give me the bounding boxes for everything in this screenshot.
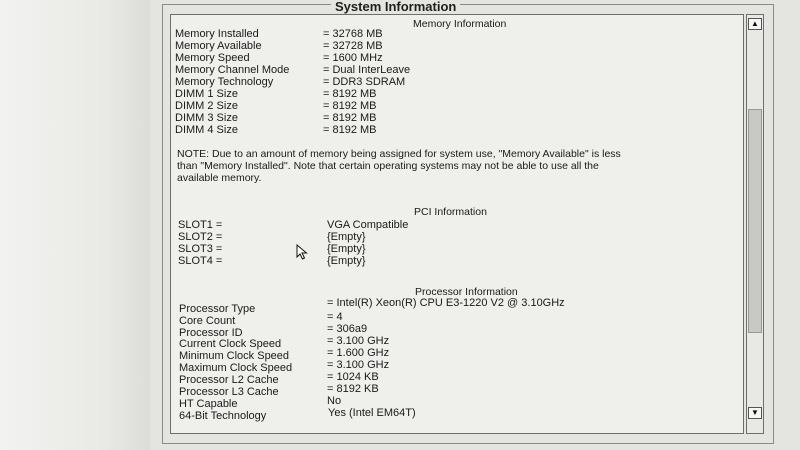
scroll-up-button[interactable] [748,18,762,30]
processor-section-title: Processor Information [415,286,518,298]
memory-note-line: NOTE: Due to an amount of memory being assigned for system use, "Memory Available" is less [177,148,621,160]
processor-type-label: Processor Type [179,303,256,315]
dimm4-size-label: DIMM 4 Size [175,124,238,136]
memory-channel-mode-value: = Dual InterLeave [323,64,411,76]
memory-note-line: than "Memory Installed". Note that certain operating systems may not be able to use all the [177,160,599,172]
ht-capable-label: HT Capable [179,398,238,410]
memory-technology-label: Memory Technology [175,76,274,88]
dimm1-size-label: DIMM 1 Size [175,88,238,100]
slot4-label: SLOT4 = [178,255,223,267]
maximum-clock-speed-label: Maximum Clock Speed [179,362,293,374]
mouse-pointer-icon [296,244,308,260]
down-arrow-icon: ▼ [751,408,759,417]
scroll-down-button[interactable] [748,407,762,419]
minimum-clock-speed-value: = 1.600 GHz [327,347,390,359]
dimm2-size-value: = 8192 MB [323,100,377,112]
memory-installed-label: Memory Installed [175,28,259,40]
system-information-content [170,14,744,434]
processor-type-value: = Intel(R) Xeon(R) CPU E3-1220 V2 @ 3.10GHz [327,297,565,309]
current-clock-speed-label: Current Clock Speed [179,338,282,350]
64bit-technology-label: 64-Bit Technology [179,410,267,422]
l3-cache-label: Processor L3 Cache [179,386,279,398]
l2-cache-value: = 1024 KB [327,371,379,383]
dimm2-size-label: DIMM 2 Size [175,100,238,112]
dimm1-size-value: = 8192 MB [323,88,377,100]
core-count-value: = 4 [327,311,343,323]
slot1-value: VGA Compatible [327,219,409,231]
slot1-label: SLOT1 = [178,219,223,231]
memory-channel-mode-label: Memory Channel Mode [175,64,290,76]
memory-available-value: = 32728 MB [323,40,383,52]
processor-id-value: = 306a9 [327,323,368,335]
current-clock-speed-value: = 3.100 GHz [327,335,390,347]
memory-speed-label: Memory Speed [175,52,250,64]
pci-section-title: PCI Information [414,206,487,218]
maximum-clock-speed-value: = 3.100 GHz [327,359,390,371]
processor-id-label: Processor ID [179,327,243,339]
slot3-label: SLOT3 = [178,243,223,255]
slot2-label: SLOT2 = [178,231,223,243]
up-arrow-icon: ▲ [751,19,759,28]
scroll-thumb[interactable] [748,109,762,333]
minimum-clock-speed-label: Minimum Clock Speed [179,350,290,362]
dimm3-size-label: DIMM 3 Size [175,112,238,124]
ht-capable-value: No [327,395,342,407]
slot2-value: {Empty} [327,231,366,243]
slot4-value: {Empty} [327,255,366,267]
core-count-label: Core Count [179,315,236,327]
memory-technology-value: = DDR3 SDRAM [323,76,406,88]
group-title: System Information [331,0,460,14]
memory-section-title: Memory Information [413,18,507,30]
memory-installed-value: = 32768 MB [323,28,383,40]
slot3-value: {Empty} [327,243,366,255]
left-background-panel [0,0,151,450]
l2-cache-label: Processor L2 Cache [179,374,279,386]
memory-speed-value: = 1600 MHz [323,52,383,64]
memory-note [177,148,733,184]
memory-available-label: Memory Available [175,40,262,52]
vertical-scrollbar[interactable] [746,14,764,434]
memory-note-line: available memory. [177,172,262,184]
dimm3-size-value: = 8192 MB [323,112,377,124]
l3-cache-value: = 8192 KB [327,383,379,395]
dimm4-size-value: = 8192 MB [323,124,377,136]
64bit-technology-value: Yes (Intel EM64T) [328,407,416,419]
